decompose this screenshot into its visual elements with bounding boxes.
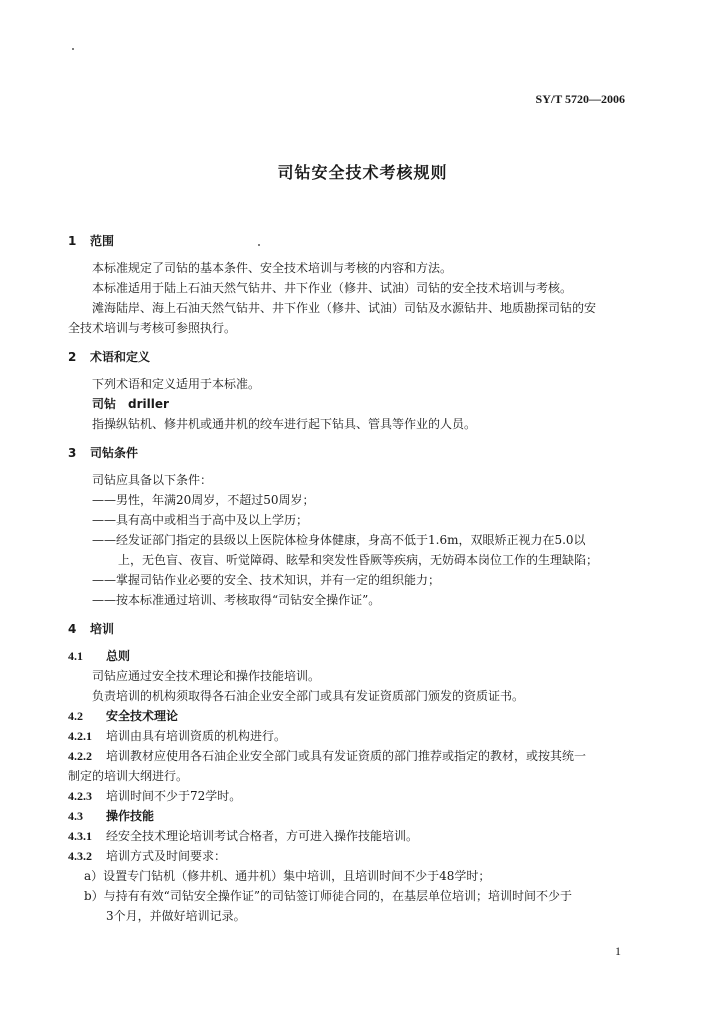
section-3-heading — [68, 442, 628, 464]
paragraph: 负责培训的机构须取得各石油企业安全部门或具有发证资质部门颁发的资质证书。 — [92, 689, 525, 703]
clause-text: 培训时间不少于72学时。 — [106, 789, 242, 803]
clause-4-3-1 — [68, 826, 628, 846]
clause-4-2-2 — [68, 746, 628, 766]
clause-text: 培训教材应使用各石油企业安全部门或具有发证资质的部门推荐或指定的教材，或按其统一 — [106, 749, 587, 763]
section-title: 范围 — [90, 234, 115, 248]
section-number: 2 — [68, 350, 77, 364]
subsection-title: 操作技能 — [106, 809, 155, 823]
clause-4-2-1 — [68, 726, 628, 746]
section-2-heading — [68, 346, 628, 368]
section-title: 培训 — [90, 622, 115, 636]
list-item: ——具有高中或相当于高中及以上学历； — [92, 513, 309, 527]
clause-text: 培训方式及时间要求： — [106, 849, 227, 863]
clause-number: 4.2.1 — [68, 729, 92, 743]
document-body — [68, 230, 628, 926]
paragraph: 本标准适用于陆上石油天然气钻井、井下作业（修井、试油）司钻的安全技术培训与考核。 — [92, 281, 573, 295]
list-item-continuation: 3个月，并做好培训记录。 — [106, 909, 246, 923]
section-title: 司钻条件 — [90, 446, 139, 460]
clause-number: 4.3.2 — [68, 849, 92, 863]
list-item: ——男性，年满20周岁，不超过50周岁； — [92, 493, 315, 507]
clause-text: 培训由具有培训资质的机构进行。 — [106, 729, 287, 743]
list-item: ——按本标准通过培训、考核取得“司钻安全操作证”。 — [92, 593, 381, 607]
term: 司钻 driller — [92, 397, 169, 411]
paragraph-continuation: 全技术培训与考核可参照执行。 — [68, 321, 237, 335]
term-definition: 指操纵钻机、修井机或通井机的绞车进行起下钻具、管具等作业的人员。 — [92, 417, 477, 431]
clause-number: 4.2.3 — [68, 789, 92, 803]
list-item-continuation: 上，无色盲、夜盲、听觉障碍、眩晕和突发性昏厥等疾病，无妨碍本岗位工作的生理缺陷； — [118, 553, 599, 567]
clause-number: 4.2.2 — [68, 749, 92, 763]
subsection-4-3-heading — [68, 806, 628, 826]
subsection-4-2-heading — [68, 706, 628, 726]
section-title: 术语和定义 — [90, 350, 151, 364]
subsection-number: 4.2 — [68, 709, 83, 723]
subsection-title: 安全技术理论 — [106, 709, 179, 723]
section-number: 1 — [68, 234, 77, 248]
clause-text: 经安全技术理论培训考试合格者，方可进入操作技能培训。 — [106, 829, 419, 843]
page-number: 1 — [615, 944, 621, 958]
standard-code: SY/T 5720—2006 — [535, 92, 625, 106]
paragraph: 司钻应具备以下条件： — [92, 473, 213, 487]
paragraph: 司钻应通过安全技术理论和操作技能培训。 — [92, 669, 321, 683]
list-item-b: b）与持有有效“司钻安全操作证”的司钻签订师徒合同的，在基层单位培训；培训时间不少于 — [84, 889, 572, 903]
subsection-number: 4.3 — [68, 809, 83, 823]
paragraph: 本标准规定了司钻的基本条件、安全技术培训与考核的内容和方法。 — [92, 261, 453, 275]
subsection-title: 总则 — [106, 649, 131, 663]
section-number: 4 — [68, 622, 77, 636]
list-item: ——经发证部门指定的县级以上医院体检身体健康，身高不低于1.6m，双眼矫正视力在5.0以 — [92, 533, 586, 547]
clause-4-3-2 — [68, 846, 628, 866]
paragraph: 下列术语和定义适用于本标准。 — [92, 377, 261, 391]
section-number: 3 — [68, 446, 77, 460]
paragraph: 滩海陆岸、海上石油天然气钻井、井下作业（修井、试油）司钻及水源钻井、地质勘探司钻的安 — [92, 301, 597, 315]
document-title: 司钻安全技术考核规则 — [277, 163, 448, 182]
clause-4-2-3 — [68, 786, 628, 806]
subsection-4-1-heading — [68, 646, 628, 666]
list-item: ——掌握司钻作业必要的安全、技术知识，并有一定的组织能力； — [92, 573, 441, 587]
scan-speck — [72, 48, 74, 50]
clause-continuation: 制定的培训大纲进行。 — [68, 769, 189, 783]
list-item-a: a）设置专门钻机（修井机、通井机）集中培训，且培训时间不少于48学时； — [84, 869, 491, 883]
clause-number: 4.3.1 — [68, 829, 92, 843]
section-4-heading — [68, 618, 628, 640]
subsection-number: 4.1 — [68, 649, 83, 663]
section-1-heading — [68, 230, 628, 252]
